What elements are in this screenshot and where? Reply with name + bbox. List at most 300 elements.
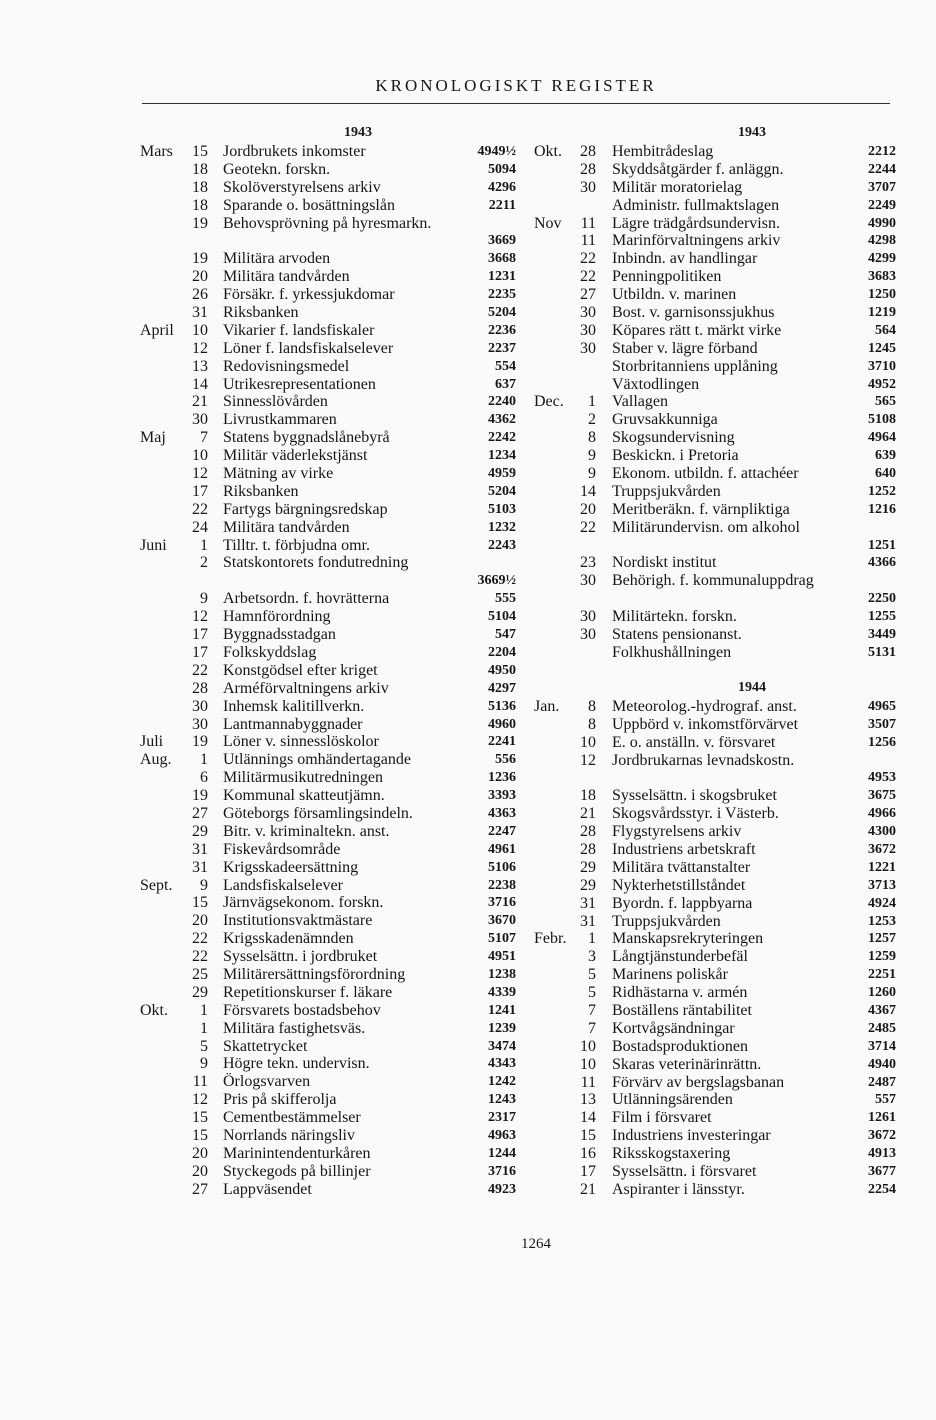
register-entry	[140, 1091, 516, 1109]
entry-day: 18	[192, 178, 208, 196]
register-entry	[140, 626, 516, 644]
entry-day: 22	[580, 518, 596, 536]
entry-day: 8	[588, 697, 596, 715]
entry-page-ref: 3507	[868, 716, 896, 732]
entry-title: Behörigh. f. kommunaluppdrag	[612, 572, 814, 590]
register-entry	[534, 716, 896, 734]
entry-day: 21	[580, 1180, 596, 1198]
entry-title: Utrikesrepresentationen	[223, 375, 376, 393]
entry-page-ref: 2242	[488, 430, 516, 446]
entry-day: 30	[192, 411, 208, 429]
register-entry	[140, 590, 516, 608]
entry-title: Militära tandvården	[223, 518, 350, 536]
register-entry	[534, 1109, 896, 1127]
register-entry	[534, 286, 896, 304]
entry-day: 6	[200, 769, 208, 787]
entry-title: Nordiskt institut	[612, 554, 717, 572]
register-entry	[140, 465, 516, 483]
entry-page-ref: 5131	[868, 644, 896, 660]
entry-day: 30	[580, 321, 596, 339]
entry-title: Industriens arbetskraft	[612, 840, 756, 858]
entry-title: Sparande o. bosättningslån	[223, 196, 395, 214]
entry-title: Behovsprövning på hyresmarkn.	[223, 214, 432, 232]
register-entry	[140, 232, 516, 250]
right-entries-1943	[534, 143, 896, 662]
register-entry	[534, 1127, 896, 1145]
register-entry	[534, 215, 896, 233]
register-entry	[140, 215, 516, 233]
entry-day: 14	[580, 482, 596, 500]
register-entry	[140, 805, 516, 823]
entry-day: 31	[192, 304, 208, 322]
register-entry	[534, 626, 896, 644]
register-entry	[534, 805, 896, 823]
entry-title: Bostadsproduktionen	[612, 1037, 748, 1055]
entry-day: 10	[580, 1037, 596, 1055]
register-entry	[140, 841, 516, 859]
entry-title: Skattetrycket	[223, 1037, 308, 1055]
entry-title: Järnvägsekonom. forskn.	[223, 894, 384, 912]
register-entry	[534, 1163, 896, 1181]
entry-page-ref: 2249	[868, 197, 896, 213]
register-entry	[140, 268, 516, 286]
entry-day: 9	[588, 447, 596, 465]
entry-day: 15	[192, 1109, 208, 1127]
entry-title: Militärersättningsförordning	[223, 965, 406, 983]
register-entry	[140, 1020, 516, 1038]
entry-page-ref: 1238	[488, 966, 516, 982]
register-entry	[140, 733, 516, 751]
entry-title: Sinnesslövården	[223, 393, 328, 411]
left-column	[140, 125, 516, 1199]
entry-title: Byordn. f. lappbyarna	[612, 894, 753, 912]
entry-day: 20	[192, 1162, 208, 1180]
entry-day: 30	[580, 178, 596, 196]
entry-day: 18	[192, 160, 208, 178]
register-entry	[140, 411, 516, 429]
register-entry	[140, 501, 516, 519]
entry-day: 21	[192, 393, 208, 411]
entry-day: 18	[192, 196, 208, 214]
entry-title: Penningpolitiken	[612, 268, 722, 286]
entry-month: Okt.	[534, 143, 562, 160]
entry-page-ref: 3670	[488, 913, 516, 929]
entry-page-ref: 4959	[488, 466, 516, 482]
entry-title: Utbildn. v. marinen	[612, 286, 737, 304]
entry-title: Norrlands näringsliv	[223, 1126, 355, 1144]
register-entry	[140, 894, 516, 912]
entry-page-ref: 1242	[488, 1074, 516, 1090]
entry-title: Industriens investeringar	[612, 1127, 771, 1145]
entry-day: 30	[580, 572, 596, 590]
entry-day: 11	[580, 232, 596, 250]
entry-page-ref: 1259	[868, 949, 896, 965]
entry-page-ref: 3713	[868, 877, 896, 893]
register-entry	[534, 698, 896, 716]
entry-title: Utlänningsärenden	[612, 1091, 733, 1109]
entry-title: Försvarets bostadsbehov	[223, 1001, 381, 1019]
entry-title: Manskapsrekryteringen	[612, 930, 764, 948]
entry-page-ref: 5094	[488, 161, 516, 177]
year-gap	[534, 662, 896, 680]
entry-title: Inhemsk kalitillverkn.	[223, 697, 365, 715]
entry-day: 22	[192, 930, 208, 948]
entry-page-ref: 4950	[488, 662, 516, 678]
entry-day: 29	[580, 858, 596, 876]
register-entry	[140, 1002, 516, 1020]
entry-title: Skaras veterinärinrättn.	[612, 1055, 762, 1073]
entry-title: Löner v. sinnesslöskolor	[223, 733, 379, 751]
entry-page-ref: 5103	[488, 501, 516, 517]
register-entry	[140, 250, 516, 268]
entry-title: Löner f. landsfiskalselever	[223, 339, 394, 357]
entry-title: Arméförvaltningens arkiv	[223, 679, 389, 697]
register-entry	[534, 304, 896, 322]
entry-page-ref: 2250	[868, 591, 896, 607]
entry-page-ref: 2244	[868, 161, 896, 177]
entry-title: Skogsundervisning	[612, 429, 735, 447]
entry-page-ref: 4964	[868, 430, 896, 446]
entry-page-ref: 2211	[488, 197, 516, 213]
entry-day: 15	[192, 894, 208, 912]
entry-title: Institutionsvaktmästare	[223, 912, 373, 930]
entry-day: 2	[200, 554, 208, 572]
entry-day: 20	[192, 1144, 208, 1162]
entry-day: 19	[192, 214, 208, 232]
register-entry	[534, 501, 896, 519]
entry-page-ref: 4296	[488, 179, 516, 195]
entry-page-ref: 4961	[488, 841, 516, 857]
entry-day: 30	[580, 304, 596, 322]
entry-month: Aug.	[140, 751, 172, 769]
register-entry	[534, 930, 896, 948]
register-entry	[534, 913, 896, 931]
page-header-title: KRONOLOGISKT REGISTER	[375, 76, 657, 95]
register-entry	[140, 751, 516, 769]
entry-title: Göteborgs församlingsindeln.	[223, 804, 413, 822]
register-entry	[140, 340, 516, 358]
entry-page-ref: 1241	[488, 1002, 516, 1018]
entry-page-ref: 3675	[868, 788, 896, 804]
register-entry	[534, 1002, 896, 1020]
register-entry	[534, 895, 896, 913]
register-entry	[534, 734, 896, 752]
register-entry	[140, 161, 516, 179]
entry-day: 16	[580, 1145, 596, 1163]
entry-day: 10	[580, 1055, 596, 1073]
register-entry	[534, 859, 896, 877]
entry-page-ref: 2240	[488, 394, 516, 410]
entry-day: 11	[192, 1073, 208, 1091]
entry-page-ref: 4923	[488, 1181, 516, 1197]
entry-page-ref: 4339	[488, 984, 516, 1000]
register-entry	[534, 1038, 896, 1056]
entry-day: 29	[192, 822, 208, 840]
entry-day: 22	[192, 500, 208, 518]
entry-page-ref: 4367	[868, 1002, 896, 1018]
entry-title: Skolöverstyrelsens arkiv	[223, 178, 381, 196]
register-entry	[140, 662, 516, 680]
entry-title: Långtjänstunderbefäl	[612, 948, 748, 966]
register-entry	[140, 1055, 516, 1073]
entry-title: Skyddsåtgärder f. anläggn.	[612, 160, 784, 178]
entry-title: Lappväsendet	[223, 1180, 312, 1198]
entry-day: 30	[580, 339, 596, 357]
entry-day: 7	[588, 1019, 596, 1037]
header-rule	[142, 103, 890, 104]
entry-page-ref: 2317	[488, 1110, 516, 1126]
register-entry	[534, 1020, 896, 1038]
entry-title: Tilltr. t. förbjudna omr.	[223, 536, 370, 554]
entry-title: Försäkr. f. yrkessjukdomar	[223, 286, 395, 304]
entry-month: Sept.	[140, 876, 173, 894]
register-entry	[534, 447, 896, 465]
entry-title: Militära tvättanstalter	[612, 858, 751, 876]
register-entry	[534, 1091, 896, 1109]
register-entry	[534, 1181, 896, 1199]
register-entry	[140, 429, 516, 447]
register-entry	[140, 644, 516, 662]
register-entry	[140, 1073, 516, 1091]
entry-page-ref: 2247	[488, 823, 516, 839]
entry-day: 20	[192, 268, 208, 286]
register-entry	[140, 769, 516, 787]
entry-day: 30	[580, 626, 596, 644]
register-entry	[534, 179, 896, 197]
entry-page-ref: 4966	[868, 806, 896, 822]
entry-title: Staber v. lägre förband	[612, 339, 758, 357]
entry-title: Geotekn. forskn.	[223, 160, 331, 178]
entry-title: Köpares rätt t. märkt virke	[612, 321, 782, 339]
entry-title: Vikarier f. landsfiskaler	[223, 321, 375, 339]
entry-title: Militär moratorielag	[612, 178, 743, 196]
entry-page-ref: 1245	[868, 340, 896, 356]
entry-page-ref: 1219	[868, 305, 896, 321]
entry-day: 8	[588, 429, 596, 447]
entry-title: Nykterhetstillståndet	[612, 876, 746, 894]
register-entry	[140, 1145, 516, 1163]
entry-title: Byggnadsstadgan	[223, 626, 336, 644]
entry-day: 19	[192, 733, 208, 751]
entry-page-ref: 557	[875, 1092, 896, 1108]
entry-day: 12	[192, 465, 208, 483]
entry-day: 26	[192, 286, 208, 304]
register-entry	[534, 340, 896, 358]
entry-page-ref: 2254	[868, 1181, 896, 1197]
register-entry	[140, 197, 516, 215]
entry-month: Dec.	[534, 393, 564, 411]
entry-page-ref: 1244	[488, 1145, 516, 1161]
register-entry	[140, 859, 516, 877]
entry-day: 1	[200, 751, 208, 769]
register-entry	[140, 1163, 516, 1181]
entry-title: Marinens poliskår	[612, 966, 728, 984]
entry-title: Pris på skifferolja	[223, 1091, 337, 1109]
entry-title: Marinförvaltningens arkiv	[612, 232, 781, 250]
entry-day: 9	[200, 1055, 208, 1073]
entry-page-ref: 4363	[488, 805, 516, 821]
register-entry	[140, 948, 516, 966]
entry-page-ref: 1260	[868, 985, 896, 1001]
entry-title: Cementbestämmelser	[223, 1109, 361, 1127]
year-heading: 1944	[738, 679, 766, 695]
entry-day: 12	[580, 751, 596, 769]
right-column	[534, 125, 896, 1199]
entry-title: Sysselsättn. i skogsbruket	[612, 787, 777, 805]
entry-title: Sysselsättn. i jordbruket	[223, 948, 378, 966]
entry-page-ref: 5104	[488, 609, 516, 625]
entry-title: Administr. fullmaktslagen	[612, 196, 780, 214]
register-entry	[534, 429, 896, 447]
entry-title: Uppbörd v. inkomstförvärvet	[612, 715, 799, 733]
entry-page-ref: 4913	[868, 1146, 896, 1162]
entry-title: Flygstyrelsens arkiv	[612, 823, 742, 841]
register-entry	[534, 197, 896, 215]
register-entry	[534, 823, 896, 841]
entry-month: Nov	[534, 214, 562, 232]
entry-page-ref: 1234	[488, 448, 516, 464]
entry-page-ref: 5136	[488, 698, 516, 714]
entry-page-ref: 1250	[868, 287, 896, 303]
entry-day: 8	[588, 715, 596, 733]
entry-day: 1	[588, 930, 596, 948]
entry-title: Landsfiskalselever	[223, 876, 343, 894]
register-entry	[534, 644, 896, 662]
entry-title: Sysselsättn. i försvaret	[612, 1162, 757, 1180]
entry-month: Mars	[140, 143, 173, 160]
entry-page-ref: 3449	[868, 627, 896, 643]
entry-day: 5	[588, 966, 596, 984]
register-entry	[140, 358, 516, 376]
register-entry	[534, 161, 896, 179]
entry-day: 3	[588, 948, 596, 966]
register-entry	[140, 680, 516, 698]
register-entry	[140, 483, 516, 501]
entry-page-ref: 4965	[868, 698, 896, 714]
entry-day: 15	[192, 1126, 208, 1144]
entry-title: Riksskogstaxering	[612, 1145, 731, 1163]
entry-title: Militärtekn. forskn.	[612, 608, 737, 626]
entry-title: Beskickn. i Pretoria	[612, 447, 739, 465]
register-entry	[140, 1109, 516, 1127]
register-entry	[140, 716, 516, 734]
register-entry	[140, 698, 516, 716]
register-entry	[140, 537, 516, 555]
entry-title: Ekonom. utbildn. f. attachéer	[612, 465, 799, 483]
register-entry	[140, 554, 516, 572]
register-entry	[534, 411, 896, 429]
register-entry	[534, 376, 896, 394]
entry-page-ref: 4366	[868, 555, 896, 571]
register-entry	[140, 823, 516, 841]
entry-day: 30	[192, 715, 208, 733]
entry-page-ref: 2237	[488, 340, 516, 356]
entry-title: Militära fastighetsväs.	[223, 1019, 366, 1037]
register-entry	[140, 304, 516, 322]
entry-day: 7	[588, 1001, 596, 1019]
register-entry	[534, 1145, 896, 1163]
entry-page-ref: 5204	[488, 305, 516, 321]
entry-day: 25	[192, 965, 208, 983]
entry-day: 29	[192, 983, 208, 1001]
entry-day: 2	[588, 411, 596, 429]
entry-day: 18	[580, 787, 596, 805]
entry-page-ref: 3707	[868, 179, 896, 195]
entry-title: Utlännings omhändertagande	[223, 751, 411, 769]
entry-page-ref: 5108	[868, 412, 896, 428]
entry-page-ref: 3710	[868, 358, 896, 374]
entry-page-ref: 4963	[488, 1127, 516, 1143]
entry-page-ref: 1239	[488, 1020, 516, 1036]
register-entry	[140, 877, 516, 895]
entry-day: 1	[588, 393, 596, 411]
entry-month: Maj	[140, 429, 166, 447]
entry-title: Folkhushållningen	[612, 643, 732, 661]
entry-page-ref: 3668	[488, 251, 516, 267]
entry-page-ref: 2238	[488, 877, 516, 893]
entry-page-ref: 3474	[488, 1038, 516, 1054]
entry-title: Riksbanken	[223, 482, 299, 500]
register-entry	[534, 590, 896, 608]
register-entry	[534, 393, 896, 411]
entry-day: 7	[200, 429, 208, 447]
entry-page-ref: 565	[875, 394, 896, 410]
entry-day: 9	[200, 876, 208, 894]
entry-day: 31	[580, 894, 596, 912]
register-entry	[140, 912, 516, 930]
entry-day: 28	[192, 679, 208, 697]
register-entry	[534, 966, 896, 984]
register-entry	[534, 841, 896, 859]
register-entry	[534, 232, 896, 250]
entry-page-ref: 2251	[868, 967, 896, 983]
entry-day: 11	[580, 1073, 596, 1091]
entry-title: Ridhästarna v. armén	[612, 984, 748, 1002]
entry-page-ref: 1255	[868, 609, 896, 625]
register-entry	[534, 787, 896, 805]
entry-day: 22	[192, 948, 208, 966]
entry-day: 22	[580, 250, 596, 268]
entry-day: 19	[192, 250, 208, 268]
entry-page-ref: 2243	[488, 537, 516, 553]
entry-page-ref: 1257	[868, 931, 896, 947]
entry-page-ref: 3716	[488, 1163, 516, 1179]
entry-title: Meritberäkn. f. värnpliktiga	[612, 500, 790, 518]
entry-day: 17	[192, 643, 208, 661]
entry-day: 24	[192, 518, 208, 536]
entry-page-ref: 3683	[868, 269, 896, 285]
entry-day: 17	[192, 626, 208, 644]
entry-page-ref: 637	[495, 376, 516, 392]
entry-title: Bitr. v. kriminaltekn. anst.	[223, 822, 390, 840]
entry-title: Styckegods på billinjer	[223, 1162, 371, 1180]
entry-title: Militär väderlekstjänst	[223, 447, 368, 465]
entry-day: 14	[580, 1109, 596, 1127]
entry-title: Förvärv av bergslagsbanan	[612, 1073, 785, 1091]
entry-page-ref: 640	[875, 466, 896, 482]
entry-page-ref: 2485	[868, 1020, 896, 1036]
register-entry	[140, 787, 516, 805]
entry-title: E. o. anställn. v. försvaret	[612, 733, 776, 751]
entry-day: 31	[580, 912, 596, 930]
register-entry	[534, 322, 896, 340]
entry-day: 1	[200, 1001, 208, 1019]
entry-title: Fartygs bärgningsredskap	[223, 500, 388, 518]
entry-month: Juni	[140, 536, 167, 554]
entry-page-ref: 1253	[868, 913, 896, 929]
entry-day: 1	[200, 536, 208, 554]
register-entry	[534, 1074, 896, 1092]
